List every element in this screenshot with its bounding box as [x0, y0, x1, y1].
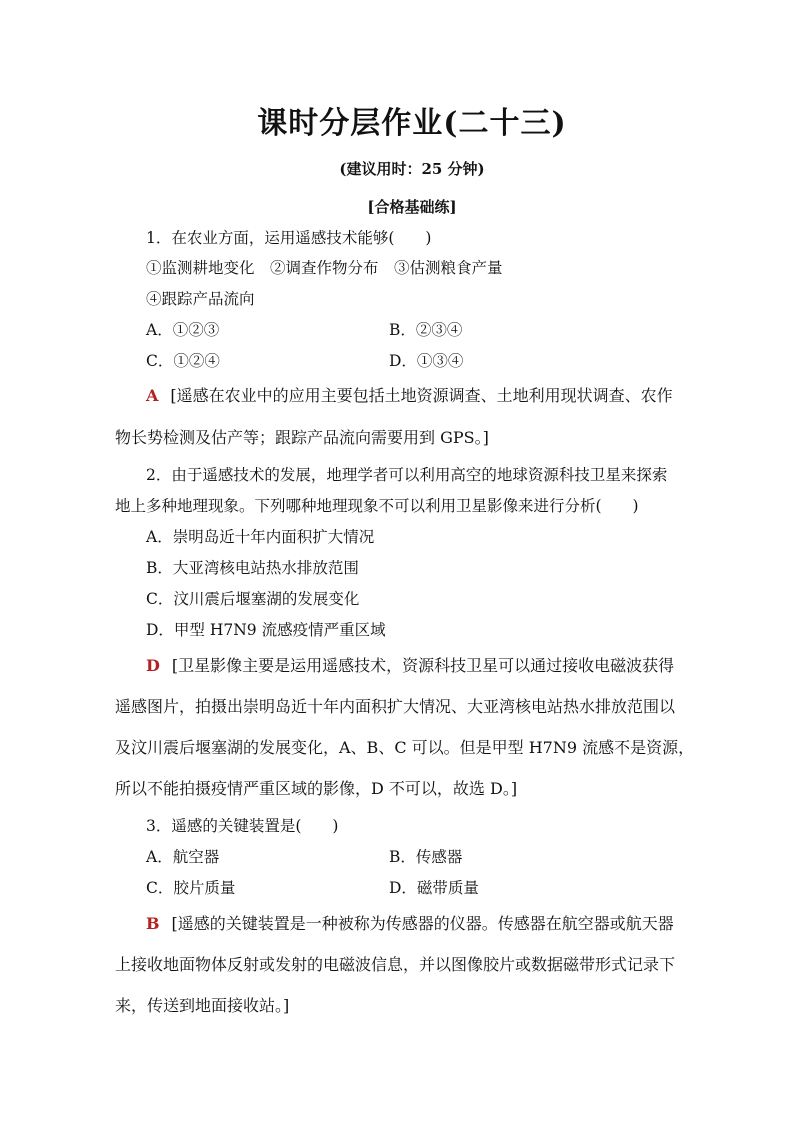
- q3-option-a: A．航空器: [146, 848, 220, 866]
- time-note: (建议用时：25 分钟): [339, 160, 485, 178]
- q2-explanation-line3: 及汶川震后堰塞湖的发展变化，A、B、C 可以。但是甲型 H7N9 流感不是资源，: [115, 738, 695, 757]
- q2-option-d: D．甲型 H7N9 流感疫情严重区域: [146, 621, 386, 639]
- q2-stem-line1: 2．由于遥感技术的发展，地理学者可以利用高空的地球资源科技卫星来探索: [146, 466, 668, 484]
- q1-option-c: C．①②④: [146, 352, 220, 370]
- q1-items-line2: ④跟踪产品流向: [146, 290, 255, 308]
- q2-option-b: B．大亚湾核电站热水排放范围: [146, 559, 359, 577]
- q1-option-b: B．②③④: [389, 321, 463, 339]
- q2-stem-line2: 地上多种地理现象。下列哪种地理现象不可以利用卫星影像来进行分析( ): [115, 497, 639, 515]
- q3-explanation-line1: B [遥感的关键装置是一种被称为传感器的仪器。传感器在航空器或航天器: [146, 914, 674, 933]
- q2-option-a: A．崇明岛近十年内面积扩大情况: [146, 528, 375, 546]
- section-heading: [合格基础练]: [367, 198, 457, 216]
- q3-explanation-line2: 上接收地面物体反射或发射的电磁波信息，并以图像胶片或数据磁带形式记录下: [115, 955, 676, 974]
- page-title: 课时分层作业(二十三): [257, 106, 567, 141]
- q3-option-c: C．胶片质量: [146, 879, 236, 897]
- q2-explanation-line2: 遥感图片，拍摄出崇明岛近十年内面积扩大情况、大亚湾核电站热水排放范围以: [115, 697, 676, 716]
- q3-option-b: B．传感器: [389, 848, 463, 866]
- q3-answer: B: [146, 914, 160, 933]
- q2-explanation-line4: 所以不能拍摄疫情严重区域的影像，D 不可以，故选 D。]: [115, 779, 518, 798]
- q1-items-line1: ①监测耕地变化 ②调查作物分布 ③估测粮食产量: [146, 259, 503, 277]
- q1-explanation-line2: 物长势检测及估产等；跟踪产品流向需要用到 GPS。]: [115, 428, 489, 447]
- q2-explanation-line1: D [卫星影像主要是运用遥感技术，资源科技卫星可以通过接收电磁波获得: [146, 656, 675, 675]
- q2-answer: D: [146, 656, 160, 675]
- q1-stem: 1．在农业方面，运用遥感技术能够( ): [146, 229, 432, 247]
- q2-option-c: C．汶川震后堰塞湖的发展变化: [146, 590, 360, 608]
- q1-answer: A: [146, 386, 159, 405]
- q1-explanation-line1: A [遥感在农业中的应用主要包括土地资源调查、土地利用现状调查、农作: [146, 386, 673, 405]
- q3-option-d: D．磁带质量: [389, 879, 479, 897]
- q3-explanation-line3: 来，传送到地面接收站。]: [115, 996, 290, 1015]
- q1-option-a: A．①②③: [146, 321, 220, 339]
- q1-option-d: D．①③④: [389, 352, 464, 370]
- q3-stem: 3．遥感的关键装置是( ): [146, 817, 339, 835]
